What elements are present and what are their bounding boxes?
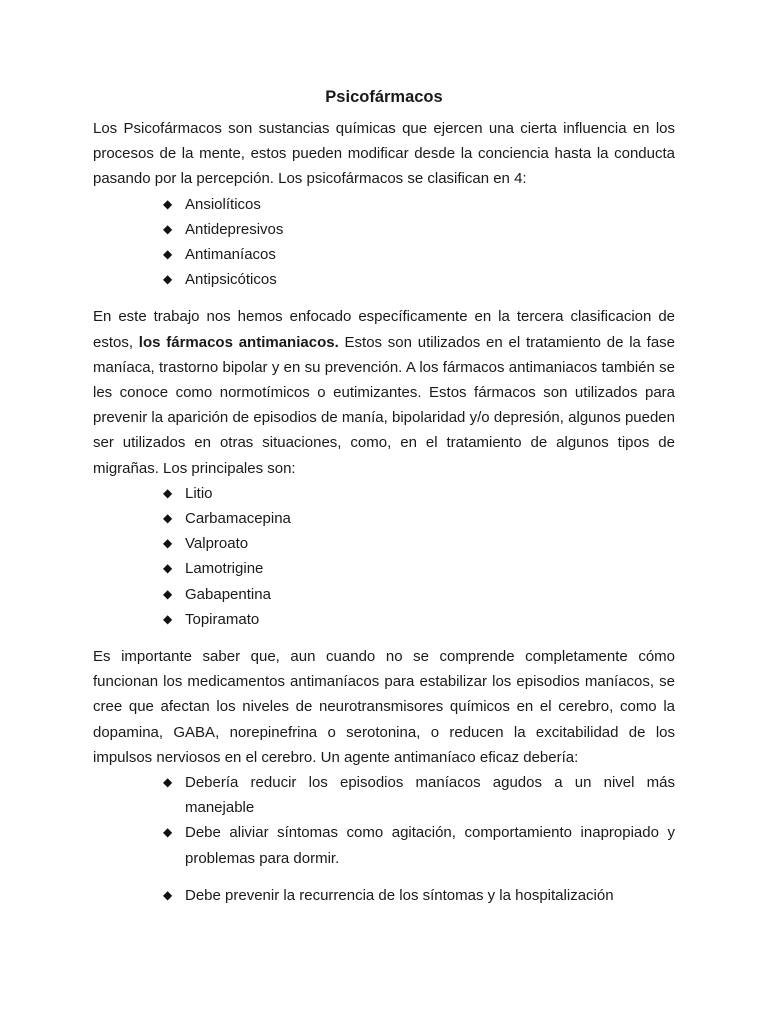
diamond-bullet-icon: ◆ — [163, 196, 173, 211]
list-item: ◆ Lamotrigine — [163, 556, 675, 581]
list-item: ◆ Antipsicóticos — [163, 267, 675, 292]
diamond-bullet-icon: ◆ — [163, 221, 173, 236]
document-page — [93, 84, 675, 908]
diamond-bullet-icon: ◆ — [163, 561, 173, 576]
list-item: ◆ Carbamacepina — [163, 506, 675, 531]
classes-list — [93, 192, 675, 293]
list-item: ◆ Ansiolíticos — [163, 192, 675, 217]
list-item: ◆ Debe prevenir la recurrencia de los síntomas y la hospitalización — [163, 883, 675, 908]
list-item: ◆ Gabapentina — [163, 582, 675, 607]
criteria-list — [93, 770, 675, 871]
list-item: ◆ Debería reducir los episodios maníacos agudos a un nivel más manejable — [163, 770, 675, 820]
drugs-list — [93, 481, 675, 632]
criteria-list-continued — [93, 883, 675, 908]
diamond-bullet-icon: ◆ — [163, 775, 173, 790]
list-item: ◆ Litio — [163, 481, 675, 506]
list-item: ◆ Topiramato — [163, 607, 675, 632]
list-item: ◆ Antimaníacos — [163, 242, 675, 267]
mechanism-paragraph: Es importante saber que, aun cuando no se comprende completamente cómo funcionan los medicamentos antimaníacos para estabilizar los episodios maníacos, se cree que afectan los niveles de neurotransmisores químicos en el cerebro, como la dopamina, GABA, norepinefrina o serotonina, o reducen la excitabilidad de los impulsos nerviosos en el cerebro. Un agente antimaníaco eficaz debería: — [93, 648, 675, 766]
diamond-bullet-icon: ◆ — [163, 825, 173, 840]
diamond-bullet-icon: ◆ — [163, 272, 173, 287]
diamond-bullet-icon: ◆ — [163, 586, 173, 601]
list-item: ◆ Valproato — [163, 531, 675, 556]
diamond-bullet-icon: ◆ — [163, 536, 173, 551]
intro-paragraph: Los Psicofármacos son sustancias químicas que ejercen una cierta influencia en los procesos de la mente, estos pueden modificar desde la conciencia hasta la conducta pasando por la percepción. Los psicofármacos se clasifican en 4: — [93, 120, 675, 188]
diamond-bullet-icon: ◆ — [163, 611, 173, 626]
bold-term: los fármacos antimaniacos. — [138, 333, 339, 351]
list-item: ◆ Debe aliviar síntomas como agitación, comportamiento inapropiado y problemas para dormir. — [163, 820, 675, 870]
diamond-bullet-icon: ◆ — [163, 511, 173, 526]
diamond-bullet-icon: ◆ — [163, 247, 173, 262]
document-title: Psicofármacos — [325, 88, 443, 106]
diamond-bullet-icon: ◆ — [163, 887, 173, 902]
diamond-bullet-icon: ◆ — [163, 485, 173, 500]
antimaniacs-paragraph: En este trabajo nos hemos enfocado específicamente en la tercera clasificacion de estos, los fármacos antimaniacos. Estos son utilizados en el tratamiento de la fase maníaca, trastorno bipolar y en su prevención. A los fármacos antimaniacos también se les conoce como normotímicos o eutimizantes. Estos fármacos son utilizados para prevenir la aparición de episodios de manía, bipolaridad y/o depresión, algunos pueden ser utilizados en otras situaciones, como, en el tratamiento de algunos tipos de migrañas. Los principales son: — [93, 308, 676, 477]
list-item: ◆ Antidepresivos — [163, 217, 675, 242]
